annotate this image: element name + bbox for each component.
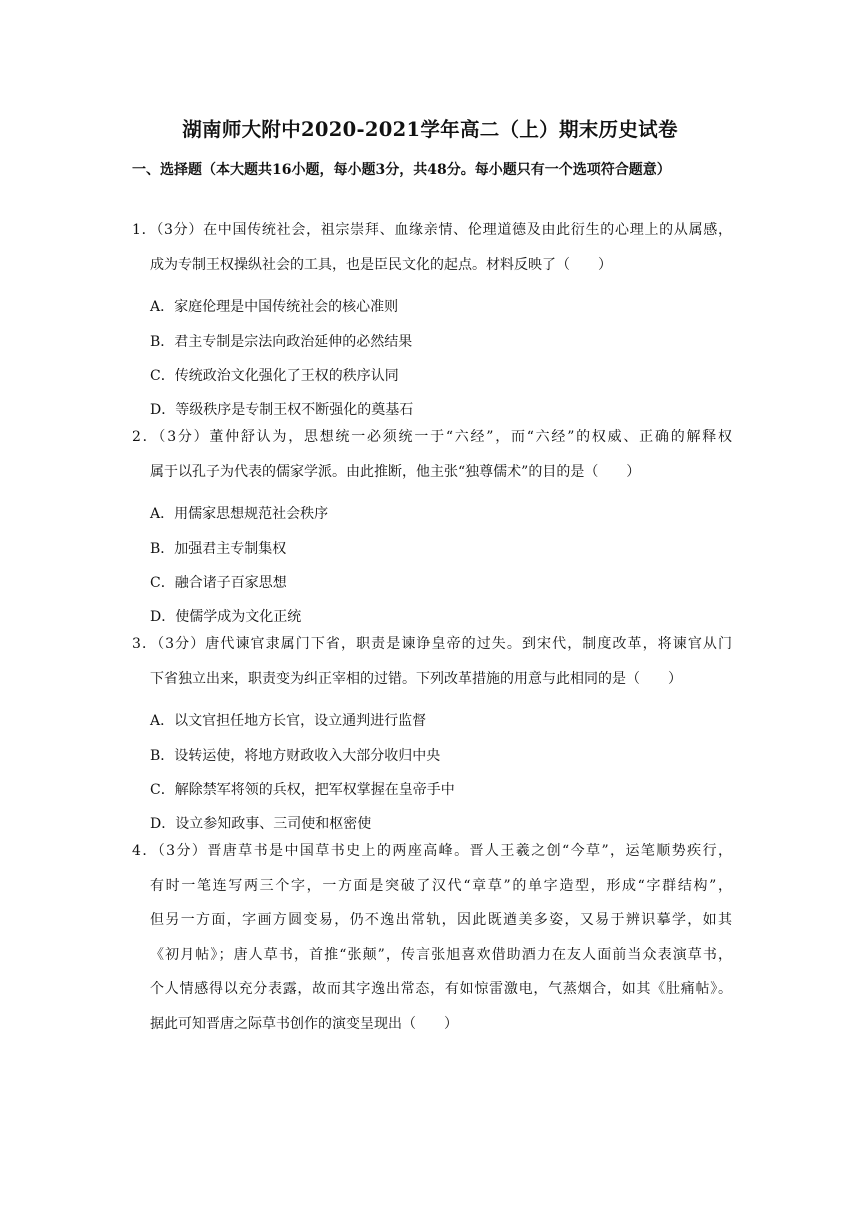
question-line: 2．（3分）董仲舒认为，思想统一必须统一于“六经”，而“六经”的权威、正确的解释权 [132,429,732,445]
question-line: 3．（3分）唐代谏官隶属门下省，职责是谏诤皇帝的过失。到宋代，制度改革，将谏官从门 [132,636,732,652]
question-2-option-d: D．使儒学成为文化正统 [150,609,302,625]
question-3-option-a: A．以文官担任地方长官，设立通判进行监督 [150,713,427,729]
question-2-stem [132,420,732,489]
question-3-option-b: B．设转运使，将地方财政收入大部分收归中央 [150,748,441,764]
question-line: 但另一方面，字画方圆变易，仍不逸出常轨，因此既遒美多姿，又易于辨识摹学，如其 [150,912,732,928]
question-1-option-d: D．等级秩序是专制王权不断强化的奠基石 [150,402,414,418]
question-3-option-c: C．解除禁军将领的兵权，把军权掌握在皇帝手中 [150,782,455,798]
question-3-option-d: D．设立参知政事、三司使和枢密使 [150,816,372,832]
page-title: 湖南师大附中2020-2021学年高二（上）期末历史试卷 [182,118,678,141]
question-line: 个人情感得以充分表露，故而其字逸出常态，有如惊雷激电，气蒸烟合，如其《肚痛帖》。 [150,981,732,997]
question-1-option-b: B．君主专制是宗法向政治延伸的必然结果 [150,334,413,350]
question-2-option-a: A．用儒家思想规范社会秩序 [150,506,329,522]
question-2-option-c: C．融合诸子百家思想 [150,575,287,591]
question-line: 据此可知晋唐之际草书创作的演变呈现出（ ） [150,1015,458,1032]
question-line: 4．（3分）晋唐草书是中国草书史上的两座高峰。晋人王羲之创“今草”，运笔顺势疾行， [132,843,732,859]
question-line: 属于以孔子为代表的儒家学派。由此推断，他主张“独尊儒术”的目的是（ ） [150,463,641,480]
question-line: 成为专制王权操纵社会的工具，也是臣民文化的起点。材料反映了（ ） [150,256,612,273]
question-1-option-a: A．家庭伦理是中国传统社会的核心准则 [150,299,399,315]
question-2-option-b: B．加强君主专制集权 [150,541,287,557]
question-line: 有时一笔连写两三个字，一方面是突破了汉代“章草”的单字造型，形成“字群结构”， [150,877,732,894]
question-4-stem [132,834,732,1041]
question-1-option-c: C．传统政治文化强化了王权的秩序认同 [150,368,399,384]
question-1-stem [132,213,732,282]
section-heading: 一、选择题（本大题共16小题，每小题3分，共48分。每小题只有一个选项符合题意） [132,162,671,178]
question-line: 《初月帖》；唐人草书，首推“张颠”，传言张旭喜欢借助酒力在友人面前当众表演草书， [150,946,732,963]
question-3-stem [132,627,732,696]
question-line: 下省独立出来，职责变为纠正宰相的过错。下列改革措施的用意与此相同的是（ ） [150,670,682,687]
question-line: 1．（3分）在中国传统社会，祖宗崇拜、血缘亲情、伦理道德及由此衍生的心理上的从属感， [132,222,732,238]
